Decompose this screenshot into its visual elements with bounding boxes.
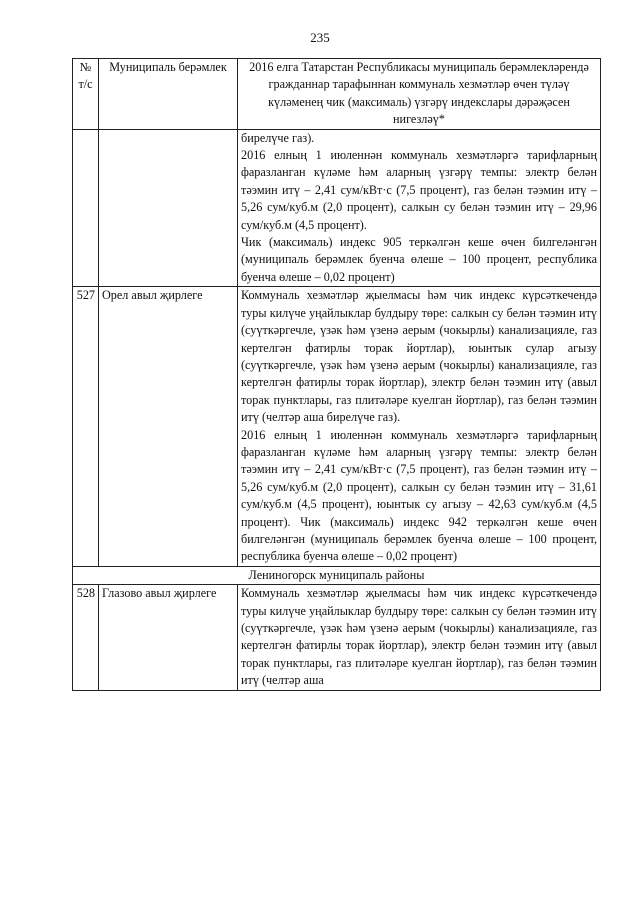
table-row [73,585,601,690]
row-paragraph: 2016 елның 1 июленнән коммуналь хезмәтләргә тарифларның фаразланган күләме һәм аларның үзгәрү темпы: электр белән тәэмин итү – 2,41 сум/кВт·с (7,5 процент), газ белән тәэмин итү – 5,26 сум/куб.м (2,0 процент), салкын су белән тәэмин итү – 29,96 сум/куб.м (4,5 процент). [241,148,597,232]
row-number: 528 [73,585,99,690]
header-number: № т/с [73,59,99,130]
table-row [73,287,601,567]
row-paragraph: Коммуналь хезмәтләр җыелмасы һәм чик индекс күрсәткечендә туры килүче уңайлыклар булдыру төре: салкын су белән тәэмин итү (суүткәргечле, үзәк һәм үзенә аерым (чокырлы) канализацияле, газ кертелгән фатирлы торак йортлар), юынтык сулар агызу (суүткәргечле, үзәк һәм үзенә аерым (чокырлы) канализацияле, газ кертелгән фатирлы торак йортлар), электр белән тәэмин итү (авыл торак пунктлары, газ плитәләре куелган йортлар), газ белән тәэмин итү (челтәр аша бирелүче газ). [241,288,597,425]
row-description [238,287,601,567]
row-municipality: Орел авыл җирлеге [99,287,238,567]
row-paragraph: 2016 елның 1 июленнән коммуналь хезмәтләргә тарифларның фаразланган күләме һәм аларның үзгәрү темпы: электр белән тәэмин итү – 2,41 сум/кВт·с (7,5 процент), газ белән тәэмин итү – 5,26 сум/куб.м (2,0 процент), салкын су белән тәэмин итү – 31,61 сум/куб.м (4,5 процент), юынтык су агызу – 42,63 сум/куб.м (4,5 процент). Чик (максималь) индекс 942 теркәлгән кеше өчен билгеләнгән (муниципаль берәмлек буенча өлеше – 100 процент, республика буенча өлеше – 0,02 процент) [241,427,597,564]
table-header-row [73,59,601,130]
row-paragraph: бирелүче газ). [241,130,315,145]
header-description: 2016 елга Татарстан Республикасы муниципаль берәмлекләрендә гражданнар тарафыннан коммуналь хезмәтләр өчен түләү күләменең чик (максималь) үзгәрү индекслары дәрәҗәсен нигезләү* [238,59,601,130]
tariff-index-table [72,58,601,691]
row-paragraph: Чик (максималь) индекс 905 теркәлгән кеше өчен билгеләнгән (муниципаль берәмлек буенча өлеше – 100 процент, республика буенча өлеше – 0,02 процент) [241,235,597,284]
section-title: Лениногорск муниципаль районы [73,566,601,584]
row-number [73,129,99,287]
row-number: 527 [73,287,99,567]
row-paragraph: Коммуналь хезмәтләр җыелмасы һәм чик индекс күрсәткечендә туры килүче уңайлыклар булдыру төре: салкын су белән тәэмин итү (суүткәргечле, үзәк һәм үзенә аерым (чокырлы) канализацияле, газ кертелгән фатирлы торак йортлар), электр белән тәэмин итү (авыл торак пунктлары, газ плитәләре куелган йортлар), газ белән тәэмин итү (челтәр аша [241,586,597,688]
row-description [238,585,601,690]
row-municipality: Глазово авыл җирлеге [99,585,238,690]
header-municipality: Муниципаль берәмлек [99,59,238,130]
table-row [73,129,601,287]
row-description [238,129,601,287]
section-row [73,566,601,584]
row-municipality [99,129,238,287]
page-number: 235 [310,30,330,45]
